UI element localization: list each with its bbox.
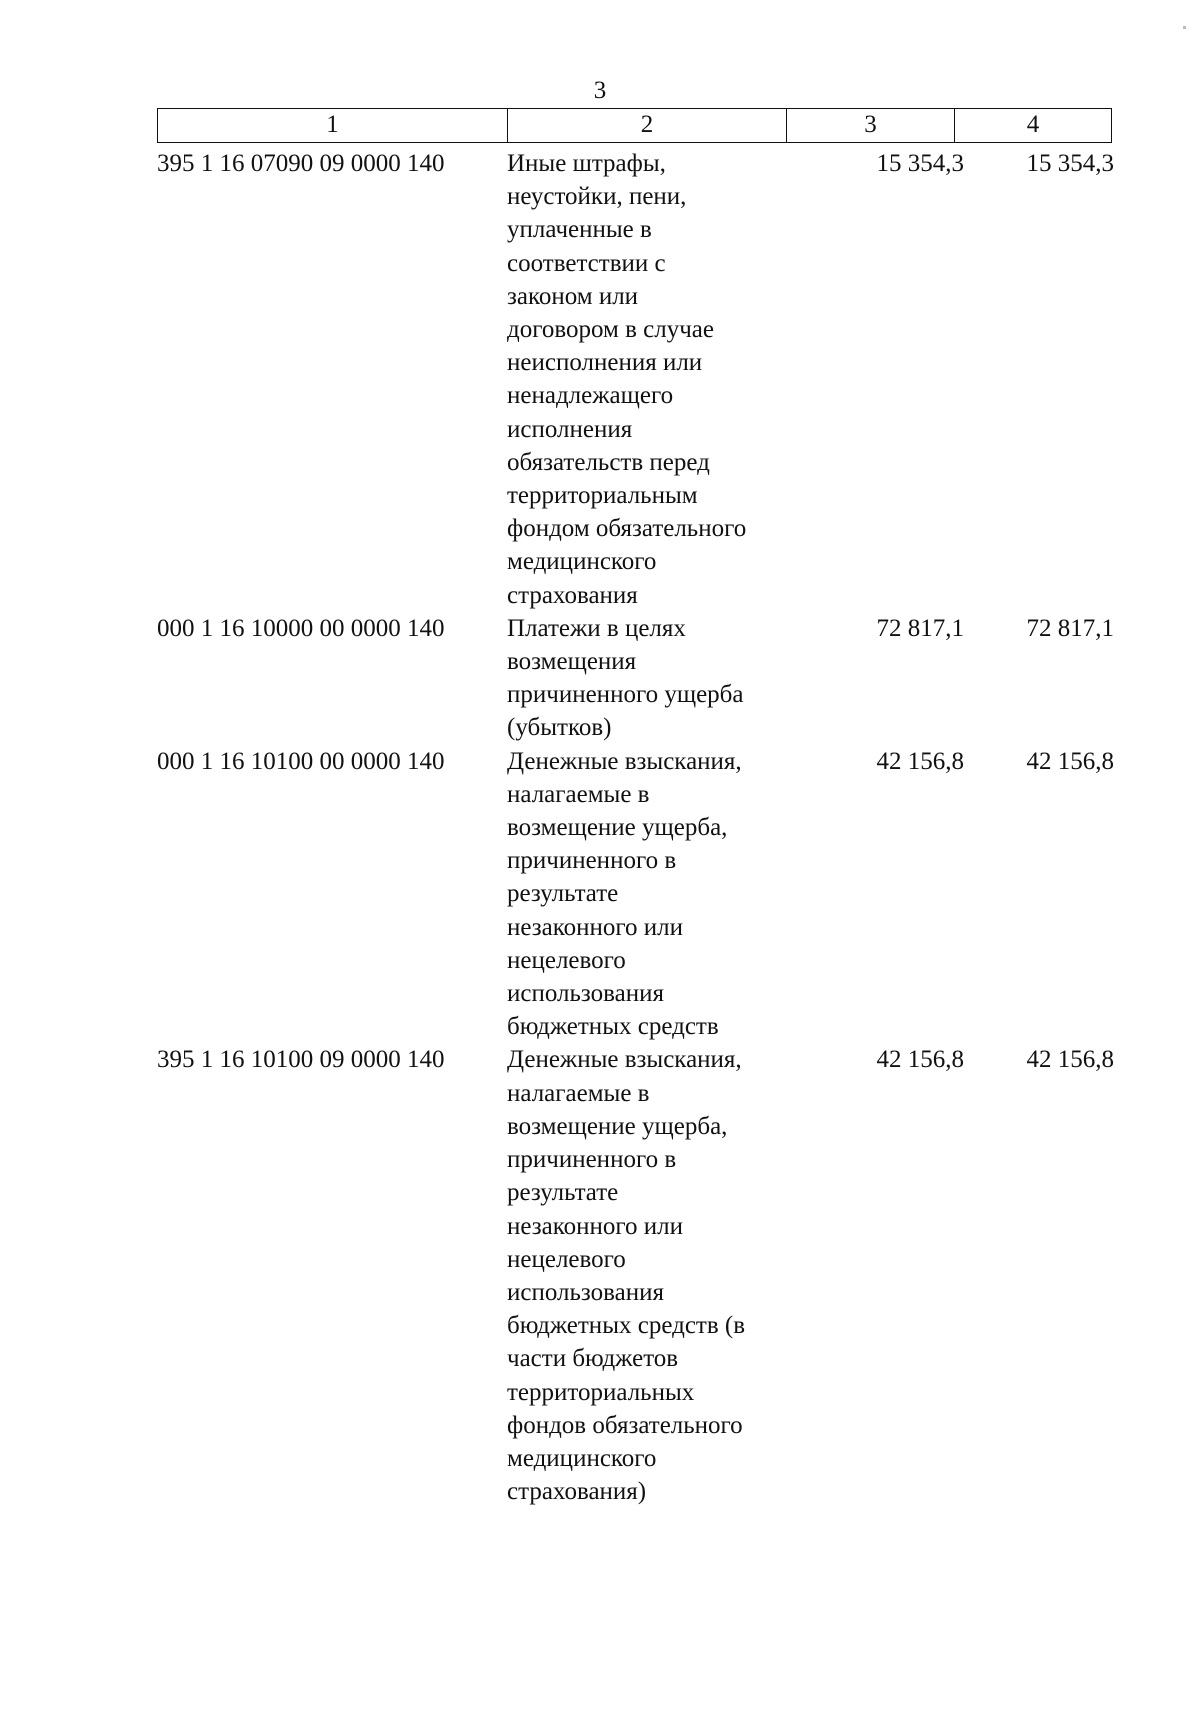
amount-column-3: 15 354,3 (876, 150, 964, 177)
column-header-3: 3 (787, 109, 955, 142)
table-row (157, 612, 1117, 745)
table-header-row (157, 108, 1112, 143)
amount-column-3: 42 156,8 (876, 1046, 964, 1074)
amount-column-4: 72 817,1 (1026, 614, 1114, 642)
column-header-1: 1 (158, 109, 508, 142)
column-header-2: 2 (508, 109, 787, 142)
table-row (157, 1043, 1117, 1508)
table-row (157, 147, 1117, 612)
income-name: Денежные взыскания, налагаемые в возмещение ущерба, причиненного в результате незаконного или нецелевого использования бюджетных средств (в части бюджетов территориальных фондов обязательного медицинского страхования) (507, 1046, 746, 1506)
page-number: 3 (593, 77, 607, 104)
budget-code: 395 1 16 10100 09 0000 140 (157, 1046, 445, 1074)
column-header-4: 4 (1026, 111, 1040, 138)
table-row (157, 745, 1117, 1044)
income-name: Платежи в целях возмещения причиненного ущерба (убытков) (507, 614, 744, 742)
scan-speck (1183, 26, 1186, 29)
budget-code: 000 1 16 10100 00 0000 140 (157, 747, 445, 775)
amount-column-3: 72 817,1 (876, 614, 964, 642)
income-name: Иные штрафы, неустойки, пени, уплаченные в соответствии с законом или договором в случае неисполнения или ненадлежащего исполнения обязательств перед территориальным фондом обязательного медицинского страхования (507, 150, 747, 609)
amount-column-4: 15 354,3 (1026, 150, 1114, 177)
income-name: Денежные взыскания, налагаемые в возмещение ущерба, причиненного в результате незаконного или нецелевого использования бюджетных средств (507, 747, 742, 1041)
budget-code: 395 1 16 07090 09 0000 140 (157, 150, 445, 177)
table-body (157, 147, 1117, 1508)
amount-column-3: 42 156,8 (876, 747, 964, 775)
amount-column-4: 42 156,8 (1026, 1046, 1114, 1074)
amount-column-4: 42 156,8 (1026, 747, 1114, 775)
budget-code: 000 1 16 10000 00 0000 140 (157, 614, 445, 642)
